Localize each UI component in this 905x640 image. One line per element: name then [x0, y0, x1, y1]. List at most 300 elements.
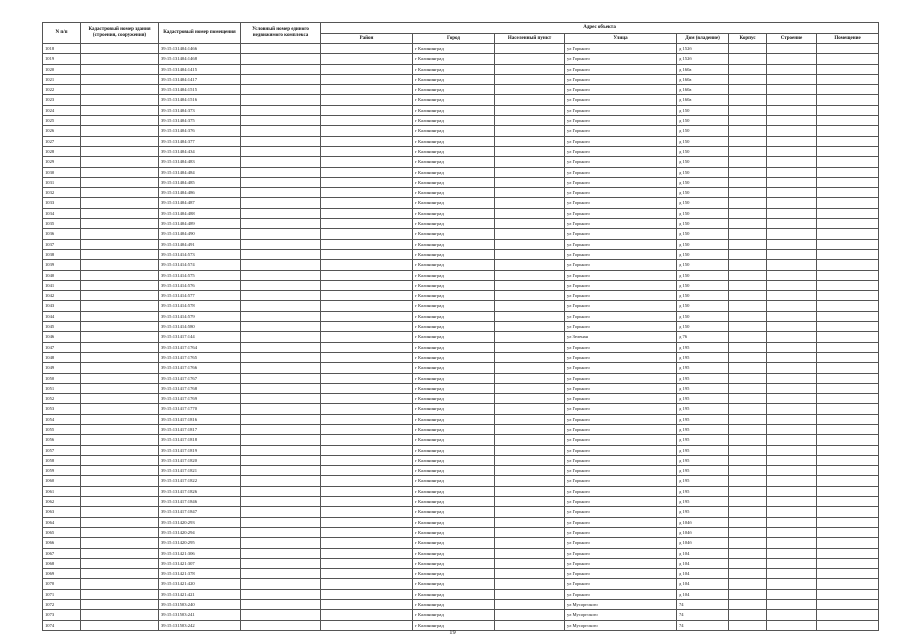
cell-premise [817, 342, 879, 352]
cell-complex-number [241, 249, 321, 259]
table-row [43, 208, 879, 218]
cell-num: 1048 [43, 352, 81, 362]
table-row [43, 435, 879, 445]
cell-district [321, 198, 413, 208]
cell-settlement [495, 414, 565, 424]
cell-district [321, 208, 413, 218]
header-district: Район [321, 34, 413, 44]
cell-street: ул Горького [565, 219, 677, 229]
cell-premise-cadastral: 39:15:131417:1826 [159, 486, 241, 496]
cell-building [767, 126, 817, 136]
cell-house: д 152б [677, 44, 729, 54]
cell-premise [817, 424, 879, 434]
cell-district [321, 157, 413, 167]
cell-city: г Калининград [413, 198, 495, 208]
cell-complex-number [241, 610, 321, 620]
cell-corpus [729, 105, 767, 115]
cell-premise-cadastral: 39:15:131417:1820 [159, 455, 241, 465]
cell-settlement [495, 322, 565, 332]
cell-district [321, 579, 413, 589]
cell-building-cadastral [81, 600, 159, 610]
cell-street: ул Горького [565, 527, 677, 537]
cell-num: 1027 [43, 136, 81, 146]
cell-building [767, 85, 817, 95]
cell-settlement [495, 270, 565, 280]
cell-building [767, 476, 817, 486]
cell-settlement [495, 280, 565, 290]
cell-premise [817, 527, 879, 537]
header-num: N п/п [43, 23, 81, 44]
cell-corpus [729, 188, 767, 198]
cell-premise-cadastral: 39:15:131421:306 [159, 548, 241, 558]
table-header [43, 23, 879, 44]
cell-district [321, 249, 413, 259]
cell-premise-cadastral: 39:15:131404:487 [159, 198, 241, 208]
cell-settlement [495, 424, 565, 434]
cell-city: г Калининград [413, 239, 495, 249]
cell-house: д 195 [677, 507, 729, 517]
cell-district [321, 342, 413, 352]
cell-house: д 104б [677, 527, 729, 537]
cell-settlement [495, 517, 565, 527]
cell-num: 1046 [43, 332, 81, 342]
cell-building [767, 198, 817, 208]
cell-building-cadastral [81, 394, 159, 404]
cell-house: 74 [677, 600, 729, 610]
header-premise-cadastral: Кадастровый номер помещения [159, 23, 241, 44]
cell-building-cadastral [81, 569, 159, 579]
cell-num: 1062 [43, 497, 81, 507]
cell-house: д 104 [677, 579, 729, 589]
cell-premise [817, 538, 879, 548]
table-row [43, 404, 879, 414]
cell-num: 1042 [43, 291, 81, 301]
cell-settlement [495, 219, 565, 229]
cell-complex-number [241, 507, 321, 517]
cell-street: ул Горького [565, 497, 677, 507]
cell-corpus [729, 198, 767, 208]
cell-house: д 150 [677, 136, 729, 146]
cell-city: г Калининград [413, 569, 495, 579]
table-row [43, 352, 879, 362]
cell-city: г Калининград [413, 54, 495, 64]
cell-premise [817, 507, 879, 517]
cell-building-cadastral [81, 301, 159, 311]
cell-street: ул Горького [565, 208, 677, 218]
cell-building [767, 332, 817, 342]
cell-settlement [495, 527, 565, 537]
table-row [43, 383, 879, 393]
cell-premise-cadastral: 39:15:131421:307 [159, 558, 241, 568]
cell-house: д 150 [677, 116, 729, 126]
table-row [43, 507, 879, 517]
cell-house: д 150 [677, 105, 729, 115]
cell-building [767, 404, 817, 414]
cell-building-cadastral [81, 548, 159, 558]
cell-settlement [495, 301, 565, 311]
cell-premise [817, 373, 879, 383]
cell-building [767, 136, 817, 146]
cell-premise [817, 497, 879, 507]
cell-district [321, 177, 413, 187]
cell-city: г Калининград [413, 332, 495, 342]
cell-complex-number [241, 116, 321, 126]
cell-building-cadastral [81, 497, 159, 507]
cell-street: ул Горького [565, 455, 677, 465]
cell-premise-cadastral: 39:15:131503:242 [159, 620, 241, 630]
cell-house: д 195 [677, 497, 729, 507]
cell-corpus [729, 497, 767, 507]
cell-premise-cadastral: 39:15:131417:1764 [159, 342, 241, 352]
cell-house: д 195 [677, 455, 729, 465]
cell-building [767, 260, 817, 270]
cell-complex-number [241, 497, 321, 507]
cell-premise-cadastral: 39:15:131404:484 [159, 167, 241, 177]
cell-settlement [495, 558, 565, 568]
cell-complex-number [241, 270, 321, 280]
cell-building-cadastral [81, 455, 159, 465]
cell-complex-number [241, 74, 321, 84]
cell-street: ул Горького [565, 64, 677, 74]
cell-corpus [729, 332, 767, 342]
cell-num: 1057 [43, 445, 81, 455]
cell-district [321, 311, 413, 321]
cell-building [767, 497, 817, 507]
cell-building-cadastral [81, 239, 159, 249]
cell-premise [817, 44, 879, 54]
cell-num: 1041 [43, 280, 81, 290]
cell-num: 1071 [43, 589, 81, 599]
cell-premise [817, 435, 879, 445]
cell-premise-cadastral: 39:15:131404:488 [159, 208, 241, 218]
cell-building [767, 352, 817, 362]
cell-building [767, 44, 817, 54]
table-row [43, 424, 879, 434]
cell-premise [817, 105, 879, 115]
cell-premise [817, 208, 879, 218]
cell-building-cadastral [81, 466, 159, 476]
cell-house: д 195 [677, 352, 729, 362]
cell-complex-number [241, 219, 321, 229]
cell-building [767, 249, 817, 259]
table-row [43, 188, 879, 198]
cell-building-cadastral [81, 527, 159, 537]
cell-premise-cadastral: 39:15:131417:144 [159, 332, 241, 342]
cell-premise-cadastral: 39:15:131414:573 [159, 249, 241, 259]
cell-settlement [495, 291, 565, 301]
cell-corpus [729, 146, 767, 156]
cell-city: г Калининград [413, 85, 495, 95]
cell-house: д 150 [677, 188, 729, 198]
register-sheet [42, 22, 878, 631]
cell-num: 1065 [43, 527, 81, 537]
cell-building [767, 280, 817, 290]
cell-premise [817, 383, 879, 393]
cell-settlement [495, 177, 565, 187]
cell-num: 1067 [43, 548, 81, 558]
cell-district [321, 280, 413, 290]
cell-settlement [495, 383, 565, 393]
cell-corpus [729, 219, 767, 229]
cell-num: 1036 [43, 229, 81, 239]
cell-district [321, 136, 413, 146]
cell-premise [817, 517, 879, 527]
cell-street: ул Горького [565, 538, 677, 548]
cell-num: 1045 [43, 322, 81, 332]
cell-building-cadastral [81, 177, 159, 187]
cell-num: 1055 [43, 424, 81, 434]
table-row [43, 311, 879, 321]
cell-settlement [495, 497, 565, 507]
cell-district [321, 363, 413, 373]
cell-complex-number [241, 435, 321, 445]
cell-house: д 195 [677, 466, 729, 476]
cell-building-cadastral [81, 383, 159, 393]
cell-settlement [495, 126, 565, 136]
cell-complex-number [241, 260, 321, 270]
cell-premise [817, 569, 879, 579]
table-row [43, 610, 879, 620]
cell-premise-cadastral: 39:15:131414:577 [159, 291, 241, 301]
cell-district [321, 455, 413, 465]
cell-city: г Калининград [413, 291, 495, 301]
cell-building [767, 291, 817, 301]
cell-building [767, 229, 817, 239]
cell-corpus [729, 538, 767, 548]
cell-building-cadastral [81, 157, 159, 167]
cell-street: ул Горького [565, 589, 677, 599]
cell-house: д 150 [677, 146, 729, 156]
cell-city: г Калининград [413, 404, 495, 414]
cell-complex-number [241, 44, 321, 54]
cell-house: д 150 [677, 301, 729, 311]
cell-house: д 195 [677, 383, 729, 393]
table-row [43, 342, 879, 352]
cell-premise [817, 249, 879, 259]
cell-premise-cadastral: 39:15:131417:1819 [159, 445, 241, 455]
cell-district [321, 558, 413, 568]
cell-city: г Калининград [413, 394, 495, 404]
cell-settlement [495, 600, 565, 610]
table-row [43, 157, 879, 167]
cell-district [321, 589, 413, 599]
cell-building-cadastral [81, 44, 159, 54]
cell-building [767, 157, 817, 167]
cell-city: г Калининград [413, 167, 495, 177]
cell-district [321, 600, 413, 610]
cell-corpus [729, 363, 767, 373]
cell-corpus [729, 311, 767, 321]
cell-building [767, 54, 817, 64]
cell-premise [817, 74, 879, 84]
cell-house: д 104б [677, 517, 729, 527]
cell-settlement [495, 455, 565, 465]
cell-city: г Калининград [413, 579, 495, 589]
cell-complex-number [241, 538, 321, 548]
cell-house: д 160а [677, 74, 729, 84]
cell-num: 1061 [43, 486, 81, 496]
cell-num: 1032 [43, 188, 81, 198]
cell-premise [817, 280, 879, 290]
cell-district [321, 383, 413, 393]
cell-district [321, 95, 413, 105]
cell-city: г Калининград [413, 486, 495, 496]
cell-building-cadastral [81, 188, 159, 198]
cell-building [767, 414, 817, 424]
cell-street: ул Горького [565, 404, 677, 414]
cell-complex-number [241, 558, 321, 568]
cell-house: д 150 [677, 126, 729, 136]
cell-num: 1060 [43, 476, 81, 486]
cell-city: г Калининград [413, 600, 495, 610]
cell-num: 1058 [43, 455, 81, 465]
cell-complex-number [241, 466, 321, 476]
cell-building-cadastral [81, 270, 159, 280]
cell-premise [817, 229, 879, 239]
cell-district [321, 435, 413, 445]
cell-street: ул Горького [565, 85, 677, 95]
cell-building [767, 424, 817, 434]
cell-num: 1026 [43, 126, 81, 136]
cell-premise-cadastral: 39:15:131404:376 [159, 126, 241, 136]
cell-corpus [729, 558, 767, 568]
cell-premise [817, 466, 879, 476]
table-row [43, 239, 879, 249]
cell-premise [817, 136, 879, 146]
cell-settlement [495, 579, 565, 589]
cell-building [767, 600, 817, 610]
cell-settlement [495, 198, 565, 208]
cell-district [321, 74, 413, 84]
table-row [43, 558, 879, 568]
cell-city: г Калининград [413, 517, 495, 527]
cell-settlement [495, 146, 565, 156]
cell-premise [817, 548, 879, 558]
cell-building [767, 311, 817, 321]
cell-city: г Калининград [413, 373, 495, 383]
cell-house: д 104б [677, 538, 729, 548]
cell-street: ул Горького [565, 229, 677, 239]
cell-complex-number [241, 126, 321, 136]
cell-corpus [729, 260, 767, 270]
cell-building-cadastral [81, 291, 159, 301]
table-row [43, 146, 879, 156]
cell-premise [817, 301, 879, 311]
cell-premise-cadastral: 39:15:131404:1468 [159, 54, 241, 64]
cell-street: ул Горького [565, 188, 677, 198]
cell-house: д 195 [677, 373, 729, 383]
cell-premise-cadastral: 39:15:131417:1765 [159, 352, 241, 362]
cell-settlement [495, 435, 565, 445]
cell-street: ул Горького [565, 74, 677, 84]
table-row [43, 291, 879, 301]
cell-house: д 195 [677, 435, 729, 445]
cell-complex-number [241, 177, 321, 187]
cell-premise [817, 404, 879, 414]
cell-premise-cadastral: 39:15:131404:483 [159, 157, 241, 167]
cell-district [321, 260, 413, 270]
cell-premise [817, 260, 879, 270]
cell-house: 74 [677, 620, 729, 630]
cell-house: д 160а [677, 95, 729, 105]
cell-city: г Калининград [413, 105, 495, 115]
cell-city: г Калининград [413, 249, 495, 259]
table-row [43, 373, 879, 383]
cell-settlement [495, 466, 565, 476]
cell-num: 1021 [43, 74, 81, 84]
cell-district [321, 466, 413, 476]
cell-num: 1031 [43, 177, 81, 187]
table-row [43, 363, 879, 373]
cell-complex-number [241, 291, 321, 301]
cell-house: д 195 [677, 363, 729, 373]
cell-premise [817, 198, 879, 208]
cell-premise-cadastral: 39:15:131414:574 [159, 260, 241, 270]
cell-street: ул Горького [565, 548, 677, 558]
cell-premise [817, 95, 879, 105]
cell-street: ул Горького [565, 157, 677, 167]
cell-building [767, 219, 817, 229]
table-row [43, 105, 879, 115]
cell-house: д 150 [677, 260, 729, 270]
cell-premise-cadastral: 39:15:131417:1817 [159, 424, 241, 434]
cell-complex-number [241, 517, 321, 527]
table-row [43, 229, 879, 239]
cell-building-cadastral [81, 311, 159, 321]
cell-complex-number [241, 208, 321, 218]
cell-num: 1054 [43, 414, 81, 424]
table-row [43, 497, 879, 507]
cell-house: д 150 [677, 229, 729, 239]
cell-city: г Калининград [413, 157, 495, 167]
cell-num: 1024 [43, 105, 81, 115]
cell-city: г Калининград [413, 126, 495, 136]
cell-corpus [729, 270, 767, 280]
cell-complex-number [241, 136, 321, 146]
table-row [43, 538, 879, 548]
cell-settlement [495, 260, 565, 270]
cell-city: г Калининград [413, 177, 495, 187]
cell-corpus [729, 157, 767, 167]
cell-city: г Калининград [413, 414, 495, 424]
cell-settlement [495, 569, 565, 579]
cell-street: ул Горького [565, 270, 677, 280]
cell-premise [817, 270, 879, 280]
cell-district [321, 352, 413, 362]
cell-corpus [729, 486, 767, 496]
cell-building [767, 116, 817, 126]
table-row [43, 445, 879, 455]
cell-premise-cadastral: 39:15:131414:575 [159, 270, 241, 280]
cell-district [321, 116, 413, 126]
table-row [43, 486, 879, 496]
cell-building-cadastral [81, 404, 159, 414]
cell-complex-number [241, 589, 321, 599]
cell-city: г Калининград [413, 558, 495, 568]
cell-corpus [729, 74, 767, 84]
cell-street: ул Горького [565, 126, 677, 136]
cell-house: д 104 [677, 558, 729, 568]
cell-city: г Калининград [413, 476, 495, 486]
cell-building-cadastral [81, 558, 159, 568]
cell-num: 1044 [43, 311, 81, 321]
cell-premise [817, 85, 879, 95]
cell-house: д 160а [677, 85, 729, 95]
cell-building-cadastral [81, 363, 159, 373]
table-row [43, 270, 879, 280]
cell-street: ул Горького [565, 476, 677, 486]
cell-complex-number [241, 167, 321, 177]
